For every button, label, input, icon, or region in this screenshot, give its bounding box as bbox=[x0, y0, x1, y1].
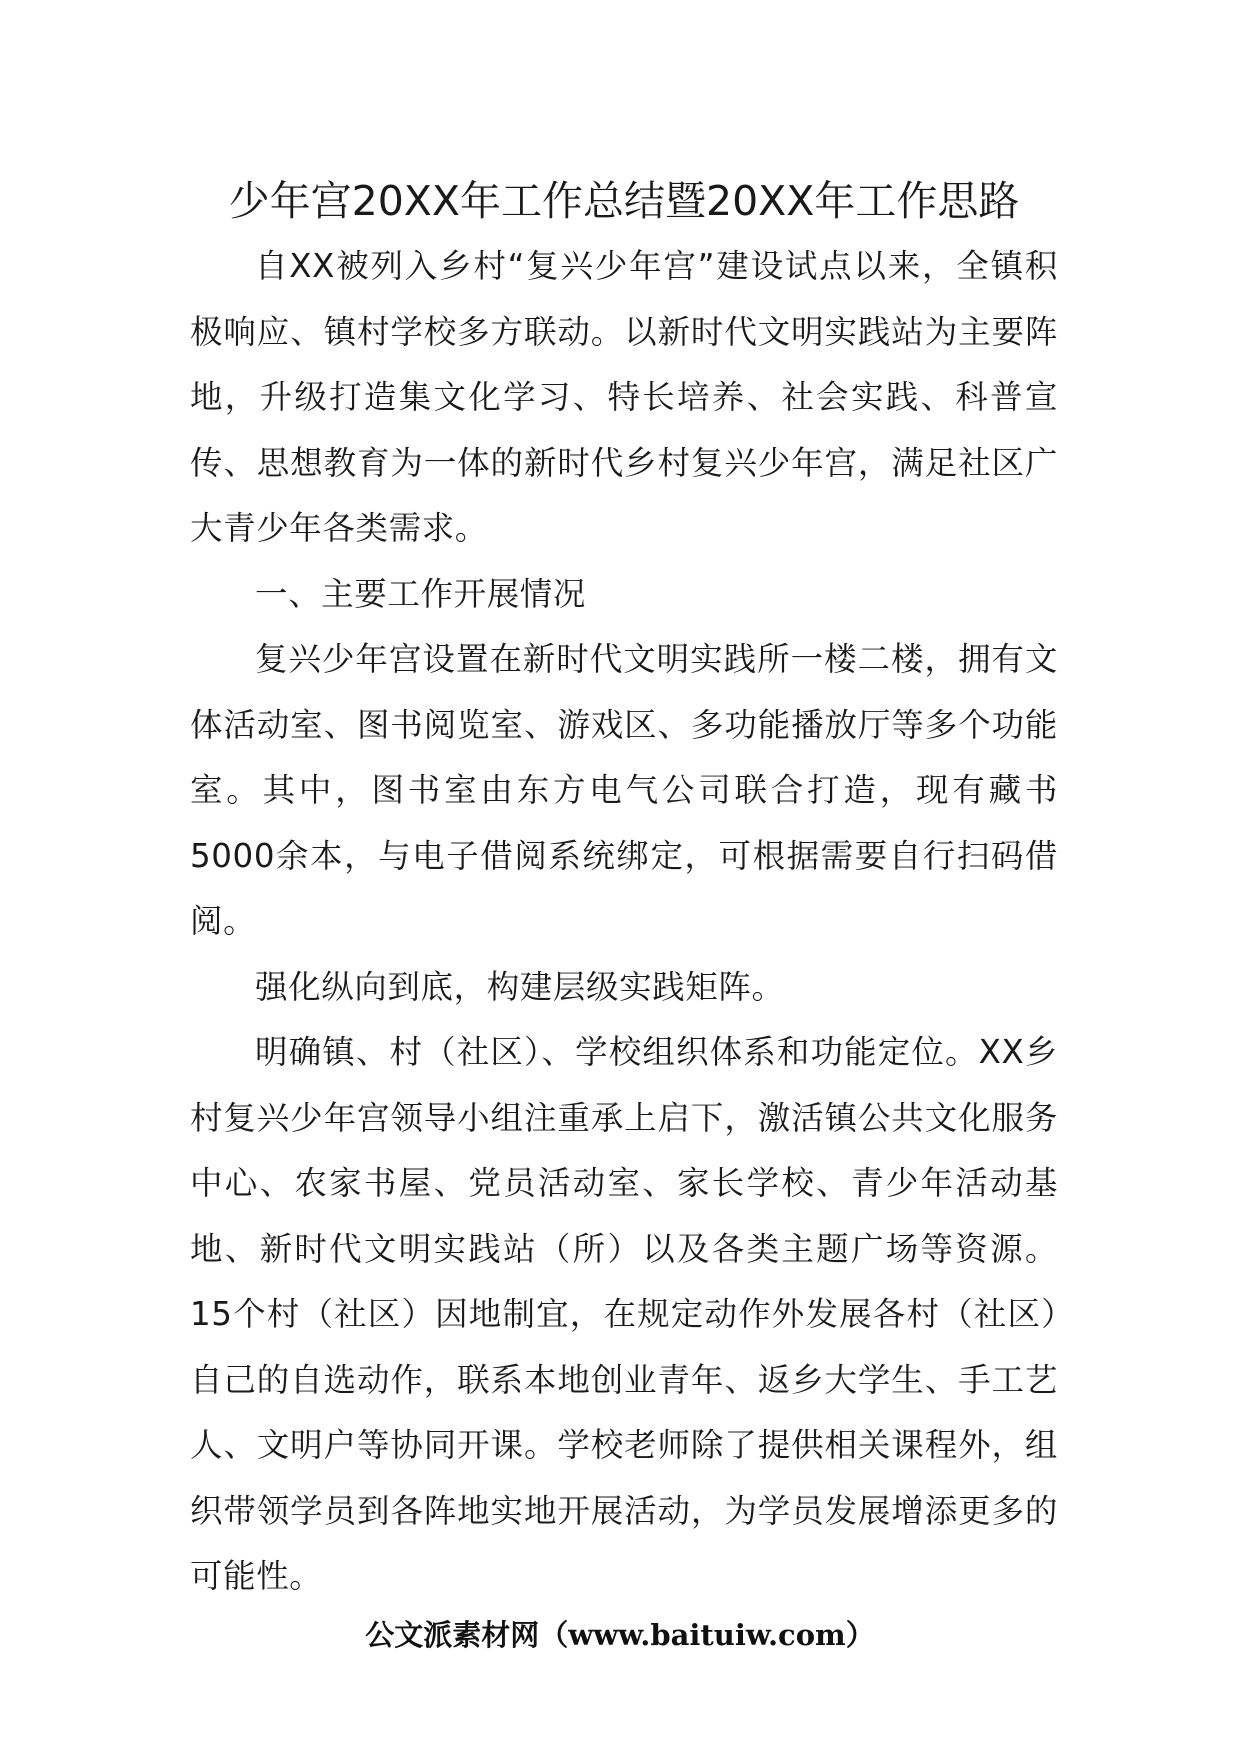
paragraph-organization: 明确镇、村（社区）、学校组织体系和功能定位。XX乡村复兴少年宫领导小组注重承上启下，激活镇公共文化服务中心、农家书屋、党员活动室、家长学校、青少年活动基地、新时代文明实践站（所）以及各类主题广场等资源。15个村（社区）因地制宜，在规定动作外发展各村（社区）自己的自选动作，联系本地创业青年、返乡大学生、手工艺人、文明户等协同开课。学校老师除了提供相关课程外，组织带领学员到各阵地实地开展活动，为学员发展增添更多的可能性。 bbox=[190, 1033, 1058, 1595]
section-heading: 一、主要工作开展情况 bbox=[255, 574, 587, 613]
footer-watermark: 公文派素材网（www.baituiw.com） bbox=[365, 1618, 875, 1652]
paragraph-intro: 自XX被列入乡村“复兴少年宫”建设试点以来，全镇积极响应、镇村学校多方联动。以新时代文明实践站为主要阵地，升级打造集文化学习、特长培养、社会实践、科普宣传、思想教育为一体的新时代乡村复兴少年宫，满足社区广大青少年各类需求。 bbox=[190, 247, 1058, 547]
document-title: 少年宫20XX年工作总结暨20XX年工作思路 bbox=[228, 177, 1020, 225]
document-body bbox=[190, 168, 1058, 1610]
paragraph-facilities: 复兴少年宫设置在新时代文明实践所一楼二楼，拥有文体活动室、图书阅览室、游戏区、多功能播放厅等多个功能室。其中，图书室由东方电气公司联合打造，现有藏书5000余本，与电子借阅系统绑定，可根据需要自行扫码借阅。 bbox=[190, 640, 1058, 940]
paragraph-subheading: 强化纵向到底，构建层级实践矩阵。 bbox=[255, 967, 785, 1006]
